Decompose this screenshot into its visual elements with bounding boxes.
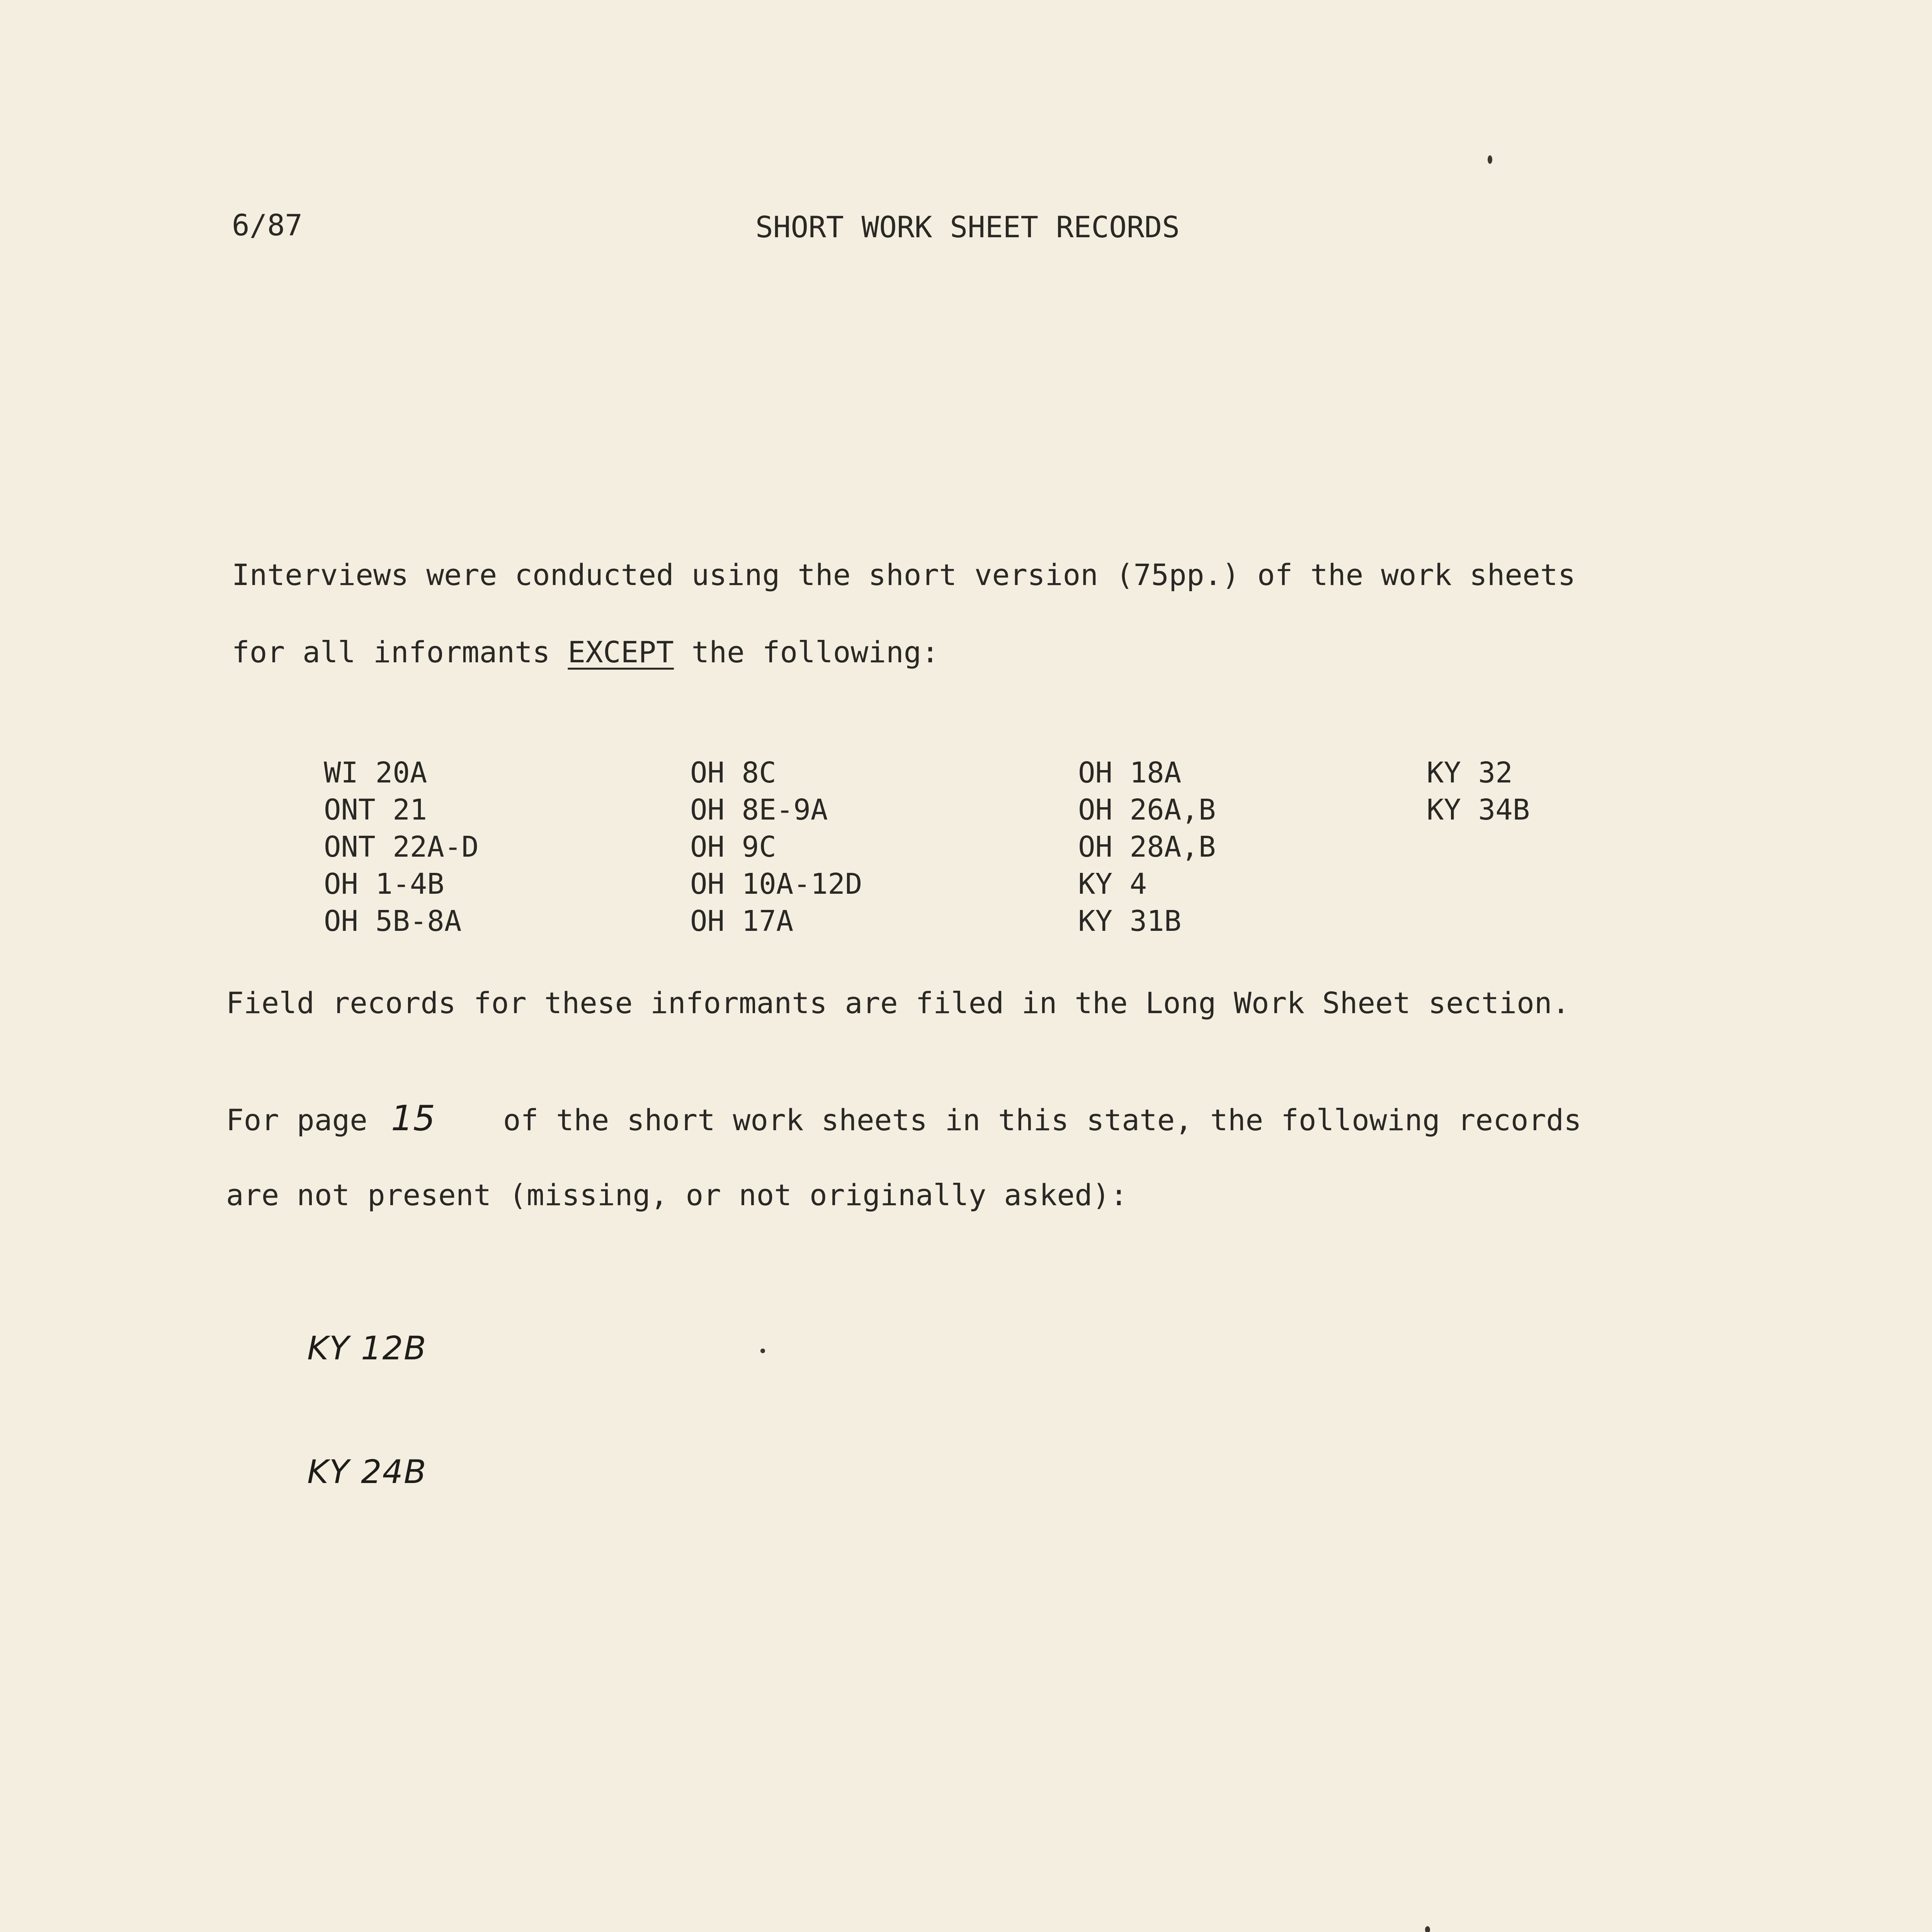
missing-line-1 (226, 1098, 1582, 1139)
informant-entry: OH 5B-8A (324, 905, 462, 938)
informant-entry: OH 9C (690, 830, 776, 864)
informant-entry: WI 20A (324, 756, 427, 789)
informant-entry: KY 34B (1427, 793, 1530, 827)
paper-speck (1488, 155, 1492, 164)
missing-line-1-start: For page (226, 1103, 385, 1137)
handwritten-page-number: 15 (391, 1098, 435, 1139)
except-emphasis: EXCEPT (568, 635, 674, 669)
intro-line-2-start: for all informants (232, 635, 568, 669)
informant-entry: OH 8C (690, 756, 776, 789)
missing-line-1-end: of the short work sheets in this state, the following records (503, 1103, 1582, 1137)
informant-column-1 (324, 754, 479, 940)
informant-column-3 (1078, 754, 1216, 940)
paper-speck (760, 1349, 765, 1353)
informant-entry: OH 26A,B (1078, 793, 1216, 827)
informant-entry: OH 28A,B (1078, 830, 1216, 864)
intro-line-1: Interviews were conducted using the short version (75pp.) of the work sheets (232, 558, 1576, 592)
informant-column-2 (690, 754, 862, 940)
paper-speck (1425, 1926, 1430, 1932)
informant-entry: KY 4 (1078, 867, 1147, 901)
filing-note: Field records for these informants are filed in the Long Work Sheet section. (226, 986, 1570, 1020)
missing-line-2: are not present (missing, or not originally asked): (226, 1178, 1128, 1212)
handwritten-record: KY 12B (307, 1329, 427, 1367)
informant-entry: KY 31B (1078, 905, 1182, 938)
document-date: 6/87 (232, 208, 303, 242)
informant-entry: ONT 22A-D (324, 830, 479, 864)
informant-entry: OH 18A (1078, 756, 1182, 789)
handwritten-record: KY 24B (307, 1453, 427, 1491)
intro-line-2 (232, 635, 939, 669)
intro-line-2-end: the following: (673, 635, 939, 669)
informant-entry: OH 17A (690, 905, 794, 938)
informant-entry: OH 1-4B (324, 867, 444, 901)
informant-column-4 (1427, 754, 1530, 828)
informant-entry: OH 8E-9A (690, 793, 828, 827)
informant-entry: OH 10A-12D (690, 867, 862, 901)
informant-entry: KY 32 (1427, 756, 1513, 789)
informant-entry: ONT 21 (324, 793, 427, 827)
document-title: SHORT WORK SHEET RECORDS (755, 210, 1180, 244)
